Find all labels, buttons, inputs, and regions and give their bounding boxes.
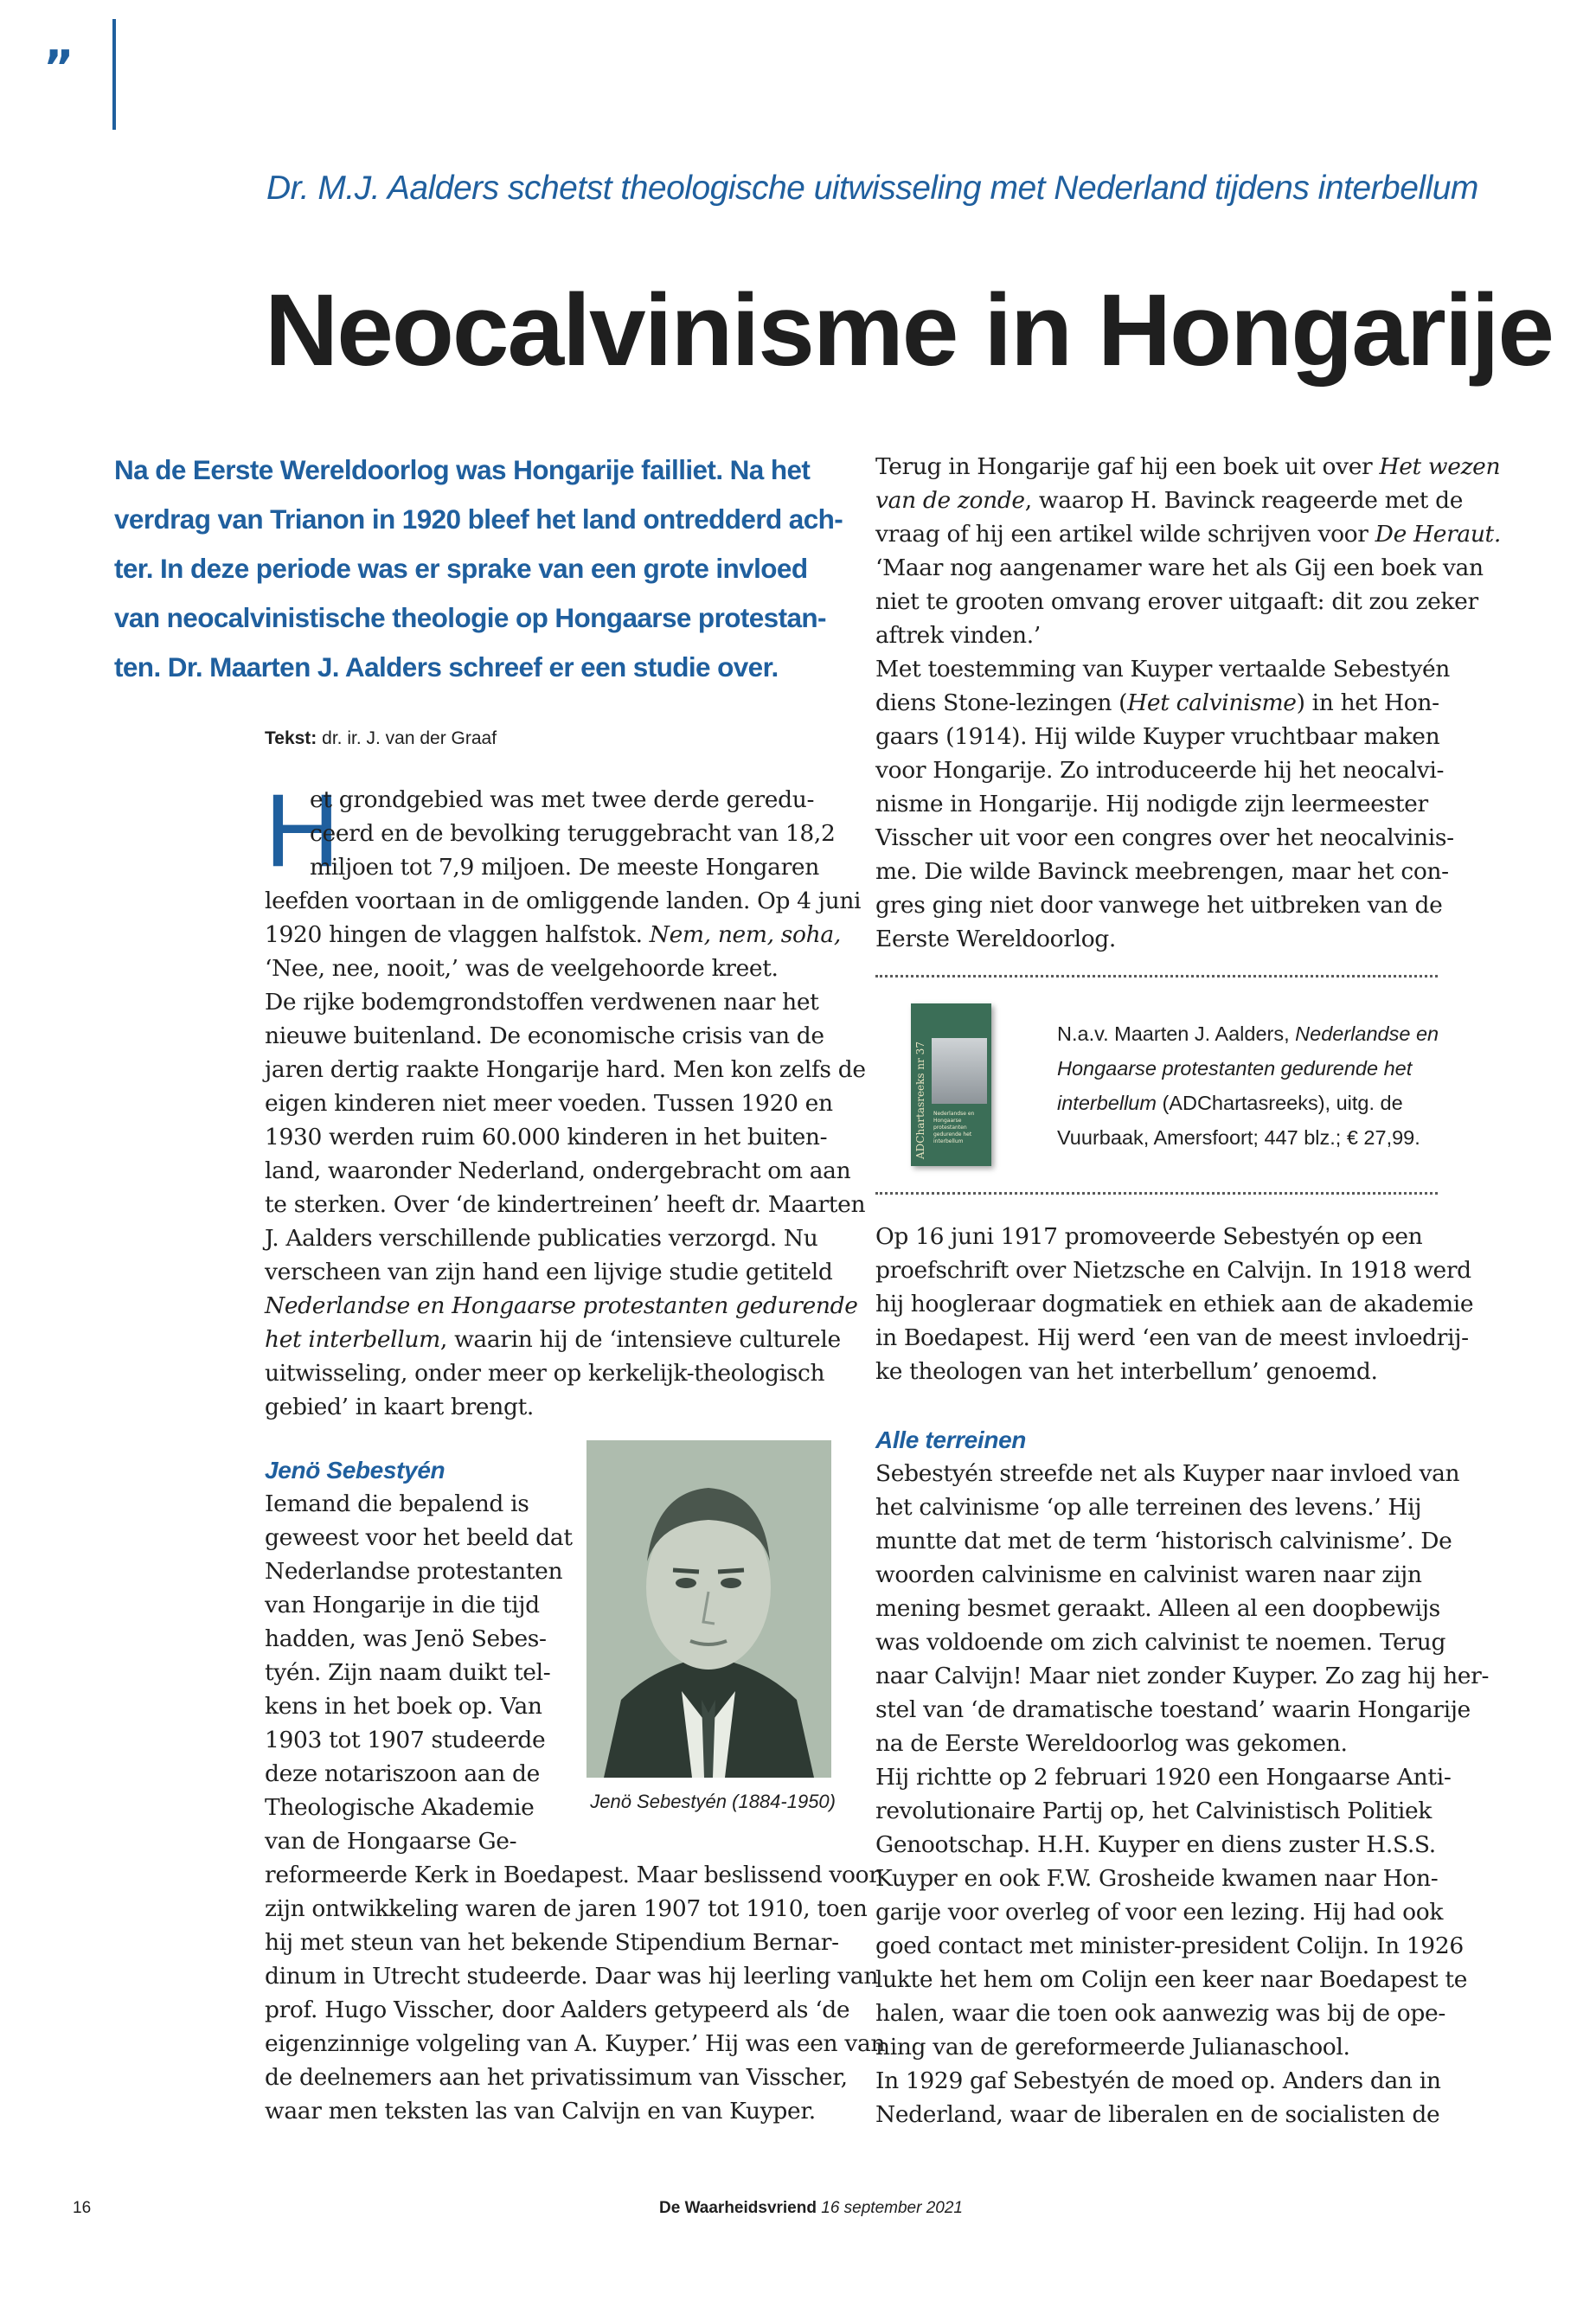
text-line: Op 16 juni 1917 promoveerde Sebestyén op een <box>875 1223 1423 1250</box>
text-line: Hij richtte op 2 februari 1920 een Hongaarse Anti- <box>875 1764 1452 1791</box>
text-span: (ADChartasreeks), uitg. de <box>1156 1092 1403 1114</box>
italic-span: Het wezen <box>1379 453 1501 480</box>
text-line: nisme in Hongarije. Hij nodigde zijn leermeester <box>875 791 1428 817</box>
text-line: uitwisseling, onder meer op kerkelijk-theologisch <box>265 1360 825 1387</box>
text-line: hij hoogleraar dogmatiek en ethiek aan de akademie <box>875 1291 1474 1317</box>
italic-span: van de zonde <box>875 487 1025 514</box>
italic-span: Nem, nem, soha, <box>649 921 841 948</box>
footer-publication <box>659 2199 963 2218</box>
text-line: hadden, was Jenö Sebes- <box>265 1625 547 1652</box>
text-line <box>1057 1016 1455 1051</box>
text-line: mening besmet geraakt. Alleen al een doopbewijs <box>875 1595 1440 1622</box>
byline <box>265 728 497 749</box>
text-line: ceerd en de bevolking teruggebracht van 18,2 <box>310 820 836 847</box>
text-line <box>265 1323 841 1356</box>
text-line: deze notariszoon aan de <box>265 1760 540 1787</box>
text-line: prof. Hugo Visscher, door Aalders getypeerd als ‘de <box>265 1997 850 2023</box>
text-line: eigenzinnige volgeling van A. Kuyper.’ Hij was een van <box>265 2030 886 2057</box>
text-line: Vuurbaak, Amersfoort; 447 blz.; € 27,99. <box>1057 1126 1420 1149</box>
text-line <box>875 686 1446 720</box>
text-line: jaren dertig raakte Hongarije hard. Men kon zelfs de <box>265 1056 866 1083</box>
article-intro <box>114 445 849 692</box>
text-line: waar men teksten las van Calvijn en van Kuyper. <box>265 2098 816 2125</box>
text-line: zijn ontwikkeling waren de jaren 1907 tot 1910, toen <box>265 1895 868 1922</box>
text-span: ) in het Hon- <box>1296 689 1439 716</box>
italic-span: Nederlandse en <box>1295 1022 1439 1045</box>
intro-line: verdrag van Trianon in 1920 bleef het land ontredderd ach- <box>114 503 843 535</box>
text-line: kens in het boek op. Van <box>265 1693 542 1720</box>
italic-span: Hongaarse protestanten gedurende het <box>1057 1057 1413 1080</box>
text-line <box>875 450 1501 484</box>
text-line: Genootschap. H.H. Kuyper en diens zuster H.S.S. <box>875 1831 1436 1858</box>
text-line: eigen kinderen niet meer voeden. Tussen 1920 en <box>265 1090 833 1117</box>
text-line <box>875 517 1501 551</box>
text-line <box>1057 1051 1455 1086</box>
text-line: ‘Nee, nee, nooit,’ was de veelgehoorde kreet. <box>265 955 779 982</box>
book-series-label: ADChartasreeks nr 37 <box>914 1042 926 1159</box>
text-line: muntte dat met de term ‘historisch calvinisme’. De <box>875 1528 1452 1554</box>
text-span: vraag of hij een artikel wilde schrijven voor <box>875 521 1375 548</box>
text-line: gres ging niet door vanwege het uitbreken van de <box>875 892 1443 919</box>
article-kicker: Dr. M.J. Aalders schetst theologische uitwisseling met Nederland tijdens interbellum <box>266 170 1478 207</box>
italic-span: interbellum <box>1057 1092 1157 1114</box>
text-line <box>265 918 841 952</box>
text-line: stel van ‘de dramatische toestand’ waarin Hongarije <box>875 1696 1471 1723</box>
text-line <box>875 484 1464 517</box>
text-line: dinum in Utrecht studeerde. Daar was hij leerling van <box>265 1963 879 1990</box>
text-line: Sebestyén streefde net als Kuyper naar invloed van <box>875 1460 1460 1487</box>
text-line: Nederland, waar de liberalen en de socialisten de <box>875 2101 1440 2128</box>
text-line: Nederlandse protestanten <box>265 1558 563 1585</box>
text-line: gebied’ in kaart brengt. <box>265 1394 534 1420</box>
issue-date: 16 september 2021 <box>821 2199 963 2217</box>
intro-line: ten. Dr. Maarten J. Aalders schreef er een studie over. <box>114 651 779 683</box>
text-line: lukte het hem om Colijn een keer naar Boedapest te <box>875 1966 1468 1993</box>
quote-icon: ” <box>43 41 74 95</box>
text-line: van de Hongaarse Ge- <box>265 1828 517 1855</box>
book-cover-image <box>932 1038 987 1104</box>
text-line: reformeerde Kerk in Boedapest. Maar beslissend voor <box>265 1862 880 1888</box>
text-line: verscheen van zijn hand een lijvige studie getiteld <box>265 1259 833 1285</box>
text-line: hij met steun van het bekende Stipendium Bernar- <box>265 1929 839 1956</box>
text-line: de deelnemers aan het privatissimum van Visscher, <box>265 2064 848 2091</box>
text-line: ke theologen van het interbellum’ genoemd. <box>875 1358 1378 1385</box>
text-line: gaars (1914). Hij wilde Kuyper vruchtbaar maken <box>875 723 1440 750</box>
text-line: Iemand die bepalend is <box>265 1490 529 1517</box>
intro-line: ter. In deze periode was er sprake van een grote invloed <box>114 553 808 584</box>
text-line: garije voor overleg of voor een lezing. Hij had ook <box>875 1899 1444 1926</box>
text-span: 1920 hingen de vlaggen halfstok. <box>265 921 650 948</box>
text-line: Kuyper en ook F.W. Grosheide kwamen naar Hon- <box>875 1865 1439 1892</box>
portrait-photo <box>586 1440 831 1778</box>
text-span: , waarop H. Bavinck reageerde met de <box>1024 487 1464 514</box>
text-line: geweest voor het beeld dat <box>265 1524 573 1551</box>
text-line: ‘Maar nog aangenamer ware het als Gij een boek van <box>875 554 1484 581</box>
text-line: tyén. Zijn naam duikt tel- <box>265 1659 551 1686</box>
text-line: Eerste Wereldoorlog. <box>875 926 1116 952</box>
text-line: naar Calvijn! Maar niet zonder Kuyper. Zo zag hij her- <box>875 1663 1490 1689</box>
body-column-1 <box>265 783 866 1424</box>
text-line: voor Hongarije. Zo introduceerde hij het neocalvi- <box>875 757 1445 784</box>
body-column-alle-terreinen <box>875 1423 1490 2131</box>
dotted-divider <box>875 1192 1438 1195</box>
italic-span: het interbellum <box>265 1326 440 1353</box>
text-line: De rijke bodemgrondstoffen verdwenen naar het <box>265 989 819 1016</box>
byline-author: dr. ir. J. van der Graaf <box>322 728 497 748</box>
text-line: land, waaronder Nederland, ondergebracht om aan <box>265 1157 851 1184</box>
text-line: nieuwe buitenland. De economische crisis van de <box>265 1022 824 1049</box>
text-line: miljoen tot 7,9 miljoen. De meeste Hongaren <box>310 854 819 881</box>
text-line: revolutionaire Partij op, het Calvinistisch Politiek <box>875 1798 1432 1824</box>
book-info <box>1057 1016 1455 1155</box>
text-line: was voldoende om zich calvinist te noemen. Terug <box>875 1629 1446 1656</box>
intro-line: Na de Eerste Wereldoorlog was Hongarije failliet. Na het <box>114 454 811 485</box>
section-subhead: Alle terreinen <box>875 1426 1027 1453</box>
text-line: te sterken. Over ‘de kindertreinen’ heeft dr. Maarten <box>265 1191 866 1218</box>
body-column-2 <box>875 450 1501 956</box>
portrait-illustration <box>586 1440 831 1778</box>
text-line: het calvinisme ‘op alle terreinen des levens.’ Hij <box>875 1494 1422 1521</box>
text-line: leefden voortaan in de omliggende landen. Op 4 juni <box>265 888 862 914</box>
header-divider <box>112 19 116 130</box>
text-line: Visscher uit voor een congres over het neocalvinis- <box>875 824 1454 851</box>
text-line: van Hongarije in die tijd <box>265 1592 540 1618</box>
text-line: goed contact met minister-president Colijn. In 1926 <box>875 1932 1464 1959</box>
text-line <box>265 1289 858 1323</box>
text-span: diens Stone-lezingen ( <box>875 689 1128 716</box>
text-line: woorden calvinisme en calvinist waren naar zijn <box>875 1561 1422 1588</box>
text-line: 1903 tot 1907 studeerde <box>265 1727 546 1753</box>
intro-line: van neocalvinistische theologie op Hongaarse protestan- <box>114 602 826 633</box>
text-line: J. Aalders verschillende publicaties verzorgd. Nu <box>265 1225 818 1252</box>
text-line <box>1057 1086 1455 1120</box>
body-column-3 <box>875 1220 1474 1388</box>
text-span: , waarin hij de ‘intensieve culturele <box>439 1326 841 1353</box>
text-line: Theologische Akademie <box>265 1794 535 1821</box>
text-span: Terug in Hongarije gaf hij een boek uit over <box>875 453 1380 480</box>
magazine-name: De Waarheidsvriend <box>659 2199 817 2217</box>
text-line: aftrek vinden.’ <box>875 622 1041 649</box>
text-line: niet te grooten omvang erover uitgaaft: dit zou zeker <box>875 588 1478 615</box>
text-line: na de Eerste Wereldoorlog was gekomen. <box>875 1730 1348 1757</box>
text-line: me. Die wilde Bavinck meebrengen, maar het con- <box>875 858 1449 885</box>
text-line: Met toestemming van Kuyper vertaalde Sebestyén <box>875 656 1451 683</box>
text-line: ning van de gereformeerde Julianaschool. <box>875 2034 1350 2061</box>
text-line: In 1929 gaf Sebestyén de moed op. Anders dan in <box>875 2067 1441 2094</box>
byline-label: Tekst: <box>265 728 317 748</box>
text-line: 1930 werden ruim 60.000 kinderen in het buiten- <box>265 1124 828 1150</box>
italic-span: Nederlandse en Hongaarse protestanten gedurende <box>265 1292 858 1319</box>
text-line: proefschrift over Nietzsche en Calvijn. In 1918 werd <box>875 1257 1471 1284</box>
italic-span: Het calvinisme <box>1127 689 1297 716</box>
page-number: 16 <box>73 2199 92 2217</box>
text-span: N.a.v. Maarten J. Aalders, <box>1057 1022 1296 1045</box>
italic-span: De Heraut. <box>1375 521 1501 548</box>
book-cover <box>911 1003 991 1166</box>
article-title: Neocalvinisme in Hongarije <box>265 273 1554 388</box>
section-subhead: Jenö Sebestyén <box>265 1457 445 1484</box>
dotted-divider <box>875 975 1438 977</box>
text-line: halen, waar die toen ook aanwezig was bij de ope- <box>875 2000 1445 2027</box>
text-line: et grondgebied was met twee derde geredu- <box>310 786 815 813</box>
photo-caption: Jenö Sebestyén (1884-1950) <box>590 1791 836 1812</box>
drop-cap: H <box>265 772 340 888</box>
text-line: in Boedapest. Hij werd ‘een van de meest invloedrij- <box>875 1324 1469 1351</box>
book-cover-title: Nederlandse en Hongaarse protestanten gedurende het interbellum <box>933 1111 975 1144</box>
